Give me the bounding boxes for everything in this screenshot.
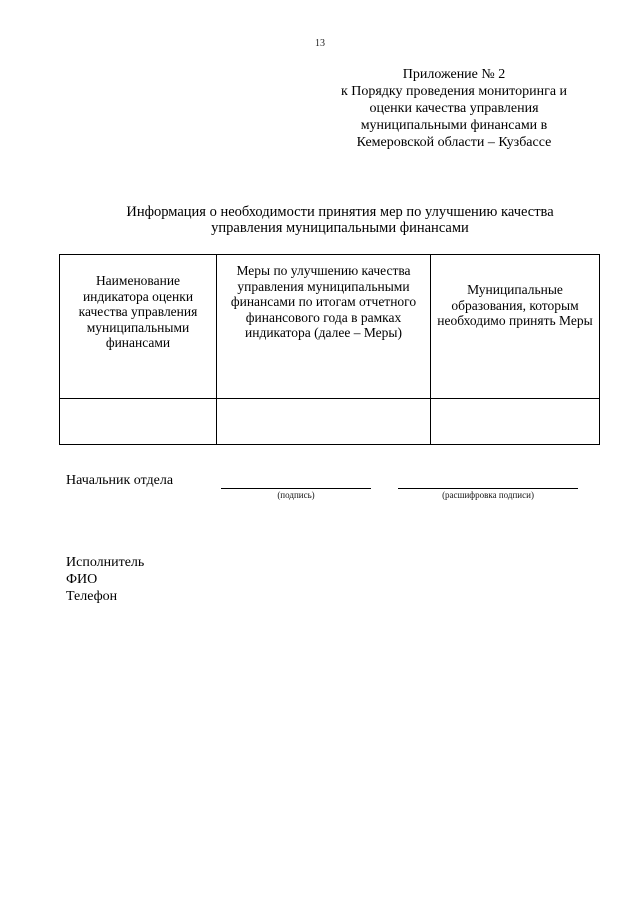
appendix-line: к Порядку проведения мониторинга и	[340, 84, 568, 99]
document-title-line: управления муниципальными финансами	[211, 220, 469, 236]
measures-table	[59, 254, 600, 445]
executor-block	[66, 554, 144, 605]
column-header-indicator: Наименование индикатора оценки качества управления муниципальными финансами	[60, 255, 217, 399]
document-title	[60, 204, 620, 236]
table-cell	[217, 399, 431, 445]
appendix-header	[320, 66, 588, 151]
appendix-line: Кемеровской области – Кузбассе	[356, 135, 552, 150]
signature-decoding-line	[398, 488, 578, 489]
document-title-line: Информация о необходимости принятия мер по улучшению качества	[126, 204, 554, 220]
appendix-title: Приложение № 2	[402, 67, 506, 82]
signature-caption: (подпись)	[277, 490, 315, 500]
column-header-municipalities: Муниципальные образования, которым необходимо принять Меры	[431, 255, 600, 399]
signature-decoding-caption: (расшифровка подписи)	[442, 490, 534, 500]
table-row	[60, 399, 600, 445]
appendix-line: муниципальными финансами в	[360, 118, 548, 133]
signature-line	[221, 488, 371, 489]
chief-label: Начальник отдела	[66, 473, 174, 488]
table-cell	[60, 399, 217, 445]
appendix-line: оценки качества управления	[369, 101, 539, 116]
executor-name-label: ФИО	[66, 572, 98, 587]
table-cell	[431, 399, 600, 445]
page-number: 13	[315, 38, 325, 49]
executor-label: Исполнитель	[66, 555, 145, 570]
executor-phone-label: Телефон	[66, 589, 118, 604]
column-header-measures: Меры по улучшению качества управления муниципальными финансами по итогам отчетного финансового года в рамках индикатора (далее – Меры)	[217, 255, 431, 399]
table-header-row	[60, 255, 600, 399]
